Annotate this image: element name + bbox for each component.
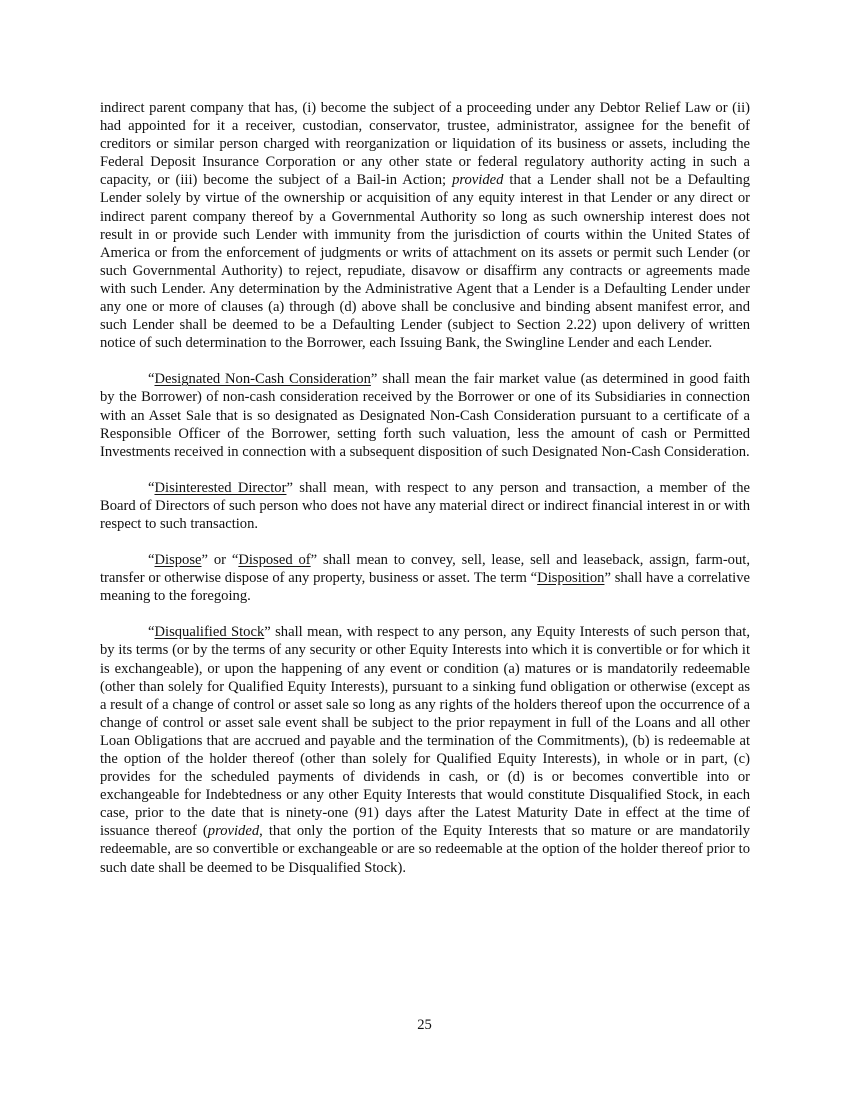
open-quote: “	[148, 552, 155, 569]
definition-text: ” shall have a correlative meaning to the foregoing.	[100, 570, 751, 605]
text-run: , that only the portion of the Equity Interests that so mature or are mandatorily redeemable, are so convertible or exchangeable or are so redeemable at the option of the holder thereof prior to such date shall be deemed to be Disqualified Stock).	[100, 823, 750, 876]
definition-designated-non-cash-consideration	[100, 370, 750, 460]
text-run: ” or “	[201, 552, 239, 569]
definition-text: ” shall mean the fair market value (as determined in good faith by the Borrower) of non-cash consideration received by the Borrower or one of its Subsidiaries in connection with an Asset Sale that is so designated as Designated Non-Cash Consideration pursuant to a certificate of a Responsible Officer of the Borrower, setting forth such valuation, less the amount of cash or Permitted Investments received in connection with a subsequent disposition of such Designated Non-Cash Consideration.	[100, 371, 750, 460]
emphasis-provided: provided	[207, 823, 260, 840]
document-page	[100, 99, 750, 895]
page-number: 25	[417, 1017, 432, 1033]
defined-term: Disposition	[537, 570, 605, 587]
definition-dispose	[100, 551, 750, 605]
definition-disinterested-director	[100, 479, 750, 533]
open-quote: “	[148, 371, 155, 388]
defined-term: Disinterested Director	[154, 479, 287, 496]
text-run: indirect parent company that has, (i) become the subject of a proceeding under any Debtor Relief Law or (ii) had appointed for it a receiver, custodian, conservator, trustee, administrator, assignee for the benefit of creditors or similar person charged with reorganization or liquidation of its business or assets, including the Federal Deposit Insurance Corporation or any other state or federal regulatory authority acting in such a capacity, or (iii) become the subject of a Bail-in Action;	[100, 100, 750, 189]
definition-disqualified-stock	[100, 623, 750, 876]
text-run: that a Lender shall not be a Defaulting Lender solely by virtue of the ownership or acquisition of any equity interest in that Lender or any direct or indirect parent company thereof by a Governmental Authority so long as such ownership interest does not result in or provide such Lender with immunity from the jurisdiction of courts within the United States of America or from the enforcement of judgments or writs of attachment on its assets or permit such Lender (or such Governmental Authority) to reject, repudiate, disavow or disaffirm any contracts or agreements made with such Lender. Any determination by the Administrative Agent that a Lender is a Defaulting Lender under any one or more of clauses (a) through (d) above shall be conclusive and binding absent manifest error, and such Lender shall be deemed to be a Defaulting Lender (subject to Section 2.22) upon delivery of written notice of such determination to the Borrower, each Issuing Bank, the Swingline Lender and each Lender.	[100, 172, 751, 352]
definition-text: ” shall mean, with respect to any person, any Equity Interests of such person that, by its terms (or by the terms of any security or other Equity Interests into which it is convertible or for which it is exchangeable), or upon the happening of any event or condition (a) matures or is mandatorily redeemable (other than solely for Qualified Equity Interests), pursuant to a sinking fund obligation or otherwise (except as a result of a change of control or asset sale so long as any rights of the holders thereof upon the occurrence of a change of control or asset sale event shall be subject to the prior repayment in full of the Loans and all other Loan Obligations that are accrued and payable and the termination of the Commitments), (b) is redeemable at the option of the holder thereof (other than solely for Qualified Equity Interests), in whole or in part, (c) provides for the scheduled payments of dividends in cash, or (d) is or becomes convertible into or exchangeable for Indebtedness or any other Equity Interests that would constitute Disqualified Stock, in each case, prior to the date that is ninety-one (91) days after the Latest Maturity Date in effect at the time of issuance thereof (	[100, 624, 750, 840]
defined-term: Dispose	[154, 552, 202, 569]
defined-term: Designated Non-Cash Consideration	[154, 371, 371, 388]
definition-text: ” shall mean, with respect to any person and transaction, a member of the Board of Directors of such person who does not have any material direct or indirect financial interest in or with respect to such transaction.	[100, 479, 750, 532]
emphasis-provided: provided	[452, 172, 504, 189]
defined-term: Disposed of	[238, 552, 311, 569]
defined-term: Disqualified Stock	[154, 624, 265, 641]
paragraph-defaulting-lender-continued	[100, 99, 750, 352]
open-quote: “	[148, 479, 155, 496]
open-quote: “	[148, 624, 155, 641]
text-run: ” shall mean to convey, sell, lease, sell and leaseback, assign, farm-out, transfer or otherwise dispose of any property, business or asset. The term “	[100, 552, 750, 587]
